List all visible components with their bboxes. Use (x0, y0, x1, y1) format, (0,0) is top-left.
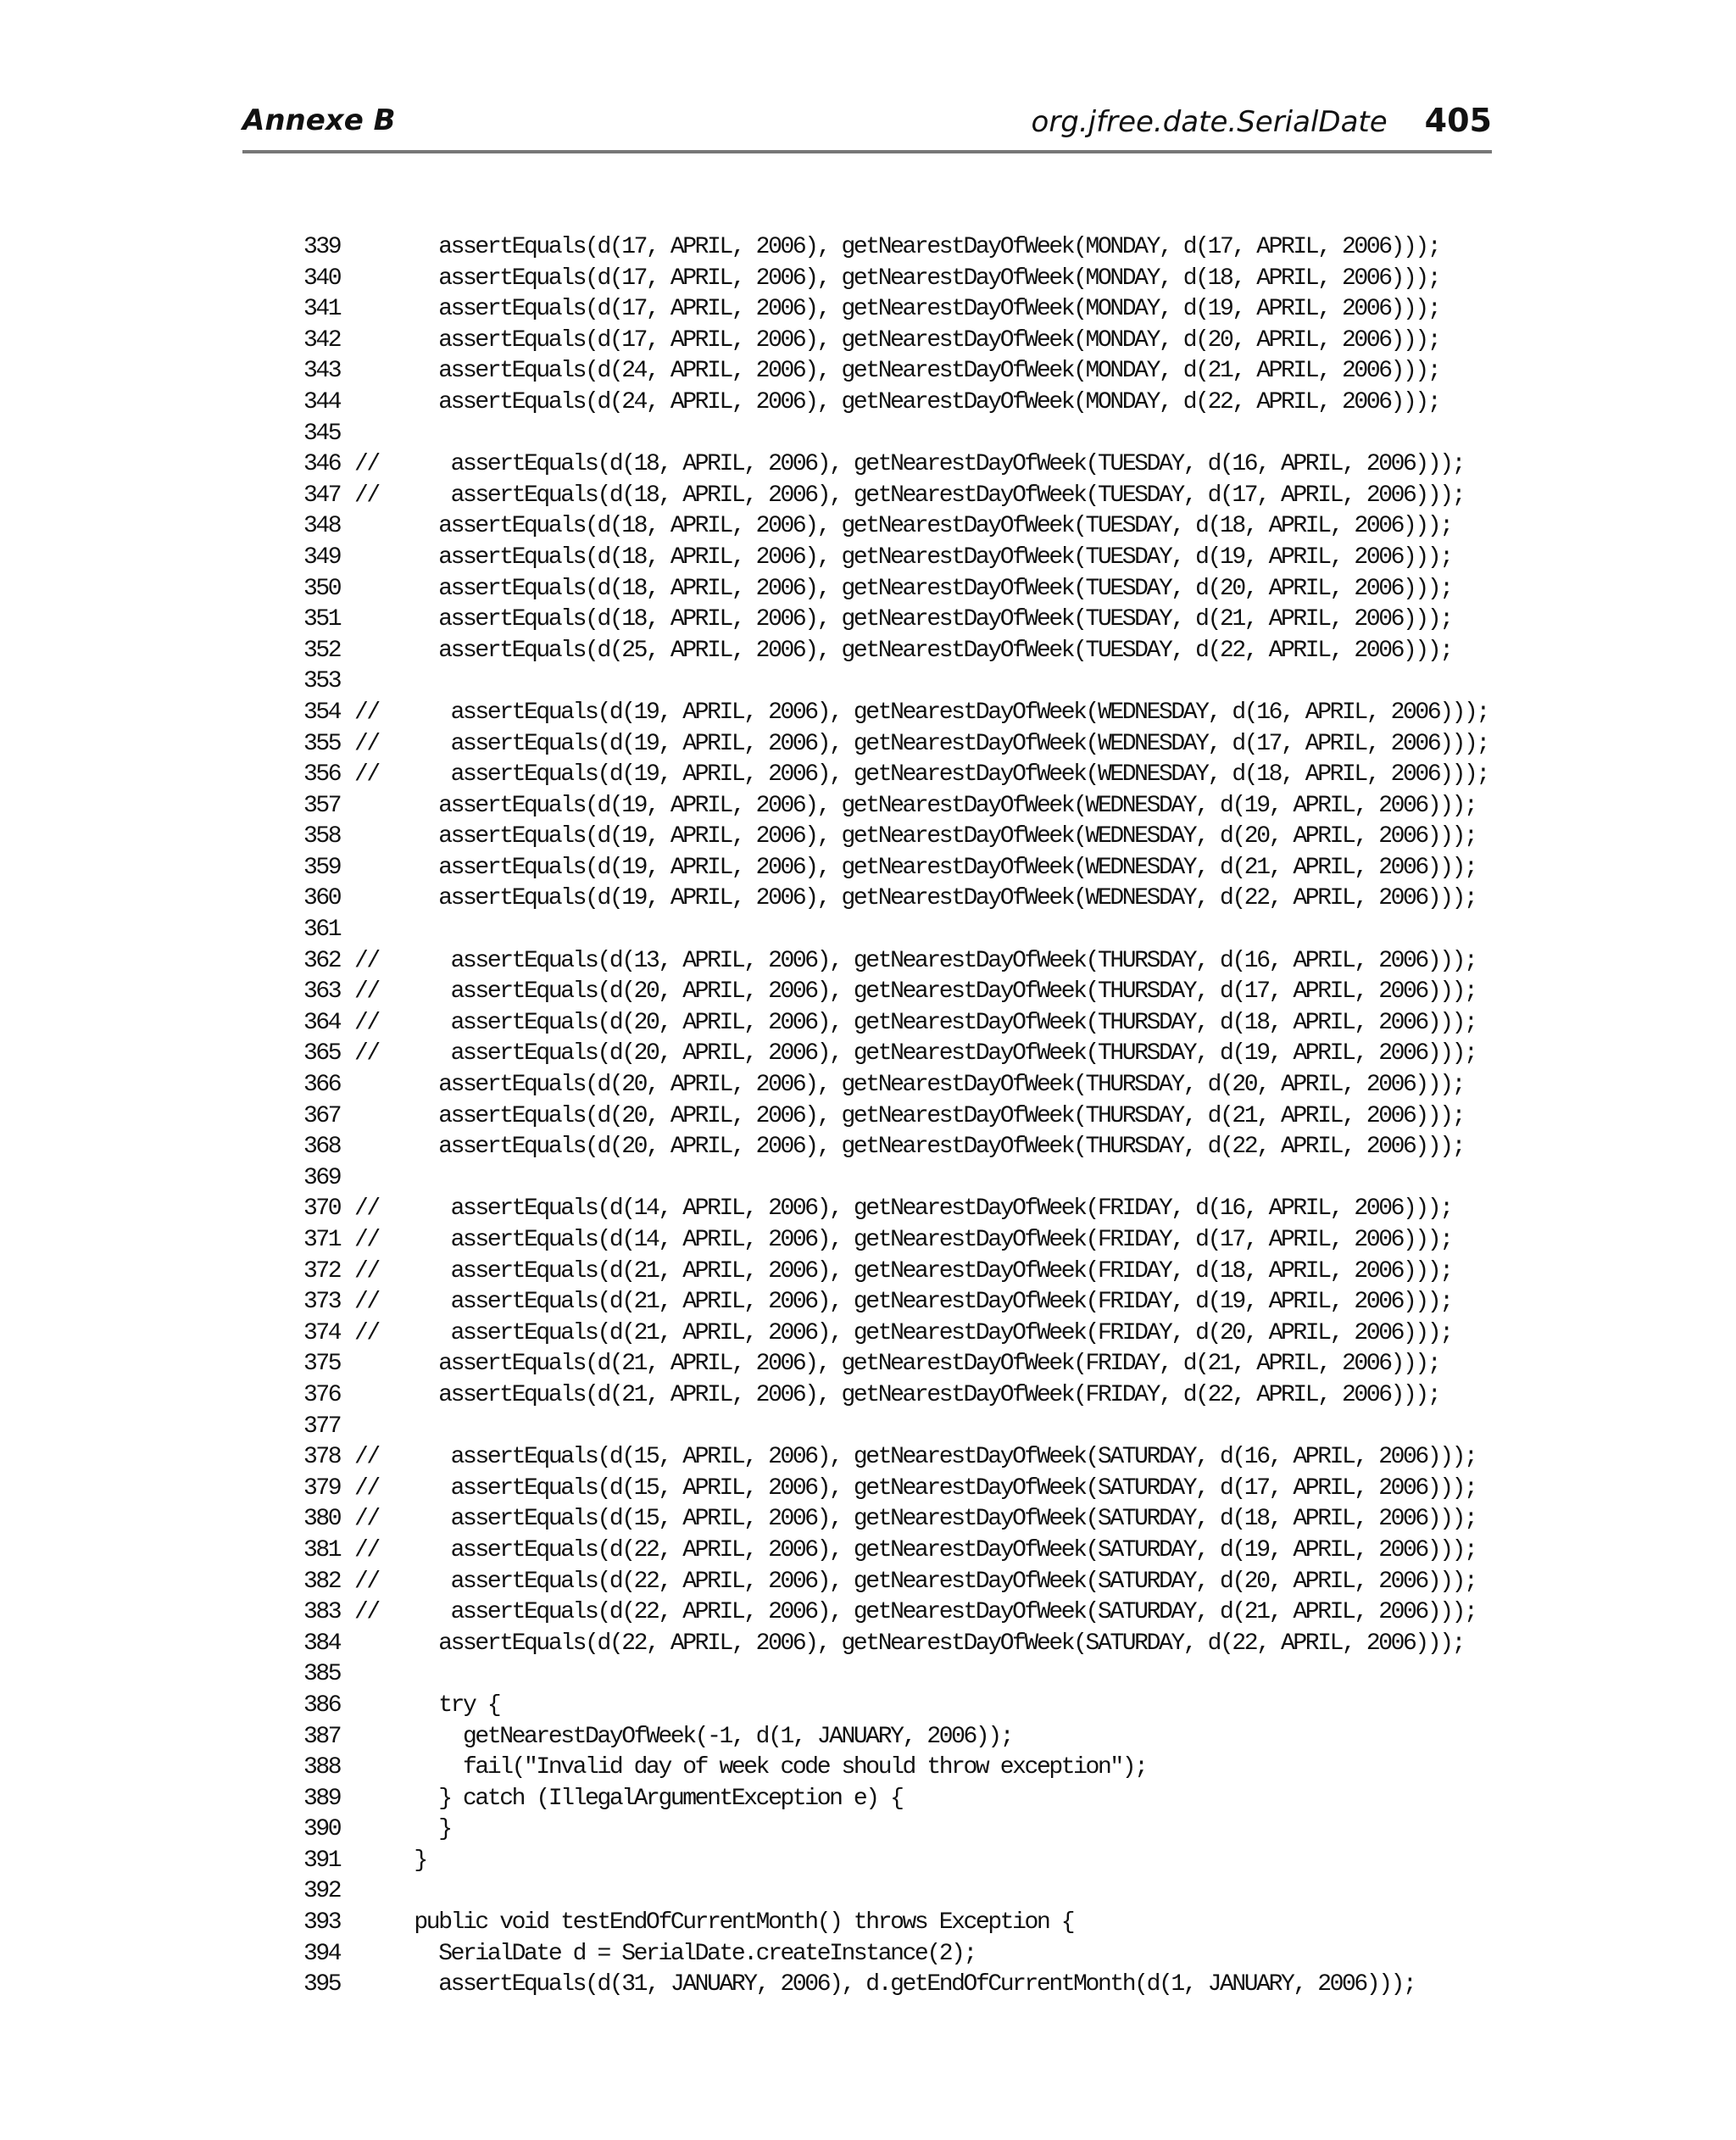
line-number: 372 (303, 1257, 341, 1285)
code-text: assertEquals(d(19, APRIL, 2006), getNearestDayOfWeek(WEDNESDAY, d(16, APRIL, 2006))); (402, 699, 1488, 726)
code-text: try { (402, 1691, 500, 1719)
code-line (303, 1070, 1488, 1101)
comment-marker: // (354, 1536, 379, 1563)
code-text: fail("Invalid day of week code should throw exception"); (402, 1754, 1147, 1781)
code-text: assertEquals(d(17, APRIL, 2006), getNearestDayOfWeek(MONDAY, d(19, APRIL, 2006))); (402, 296, 1440, 323)
line-number: 346 (303, 451, 341, 478)
code-line (303, 1442, 1488, 1474)
line-number: 385 (303, 1661, 341, 1688)
code-line (303, 1784, 1488, 1815)
line-number: 362 (303, 947, 341, 974)
code-line (303, 1039, 1488, 1070)
line-number: 352 (303, 637, 341, 664)
code-text: assertEquals(d(25, APRIL, 2006), getNearestDayOfWeek(TUESDAY, d(22, APRIL, 2006))); (402, 637, 1452, 664)
line-number: 348 (303, 513, 341, 540)
line-number: 360 (303, 885, 341, 912)
line-number: 374 (303, 1319, 341, 1346)
code-line (303, 822, 1488, 853)
line-number: 378 (303, 1444, 341, 1471)
code-text: assertEquals(d(20, APRIL, 2006), getNearestDayOfWeek(THURSDAY, d(18, APRIL, 2006))); (402, 1009, 1477, 1036)
code-line (303, 543, 1488, 574)
comment-marker: // (354, 1040, 379, 1067)
line-number: 364 (303, 1009, 341, 1036)
code-text: assertEquals(d(22, APRIL, 2006), getNearestDayOfWeek(SATURDAY, d(20, APRIL, 2006))); (402, 1568, 1477, 1595)
code-line (303, 1908, 1488, 1939)
line-number: 371 (303, 1227, 341, 1253)
code-line (303, 1257, 1488, 1288)
line-number: 350 (303, 575, 341, 602)
code-line (303, 232, 1488, 264)
code-text: } (402, 1847, 426, 1874)
code-line (303, 1287, 1488, 1318)
page-number: 405 (1424, 102, 1492, 139)
code-text: assertEquals(d(21, APRIL, 2006), getNearestDayOfWeek(FRIDAY, d(20, APRIL, 2006))); (402, 1319, 1452, 1346)
code-text: assertEquals(d(20, APRIL, 2006), getNearestDayOfWeek(THURSDAY, d(19, APRIL, 2006))); (402, 1040, 1477, 1067)
code-text: assertEquals(d(13, APRIL, 2006), getNearestDayOfWeek(THURSDAY, d(16, APRIL, 2006))); (402, 947, 1477, 974)
code-line (303, 1691, 1488, 1722)
code-text: assertEquals(d(17, APRIL, 2006), getNearestDayOfWeek(MONDAY, d(17, APRIL, 2006))); (402, 234, 1440, 260)
line-number: 375 (303, 1351, 341, 1378)
code-line (303, 1101, 1488, 1133)
code-line (303, 977, 1488, 1008)
code-line (303, 605, 1488, 636)
running-title-block (1032, 100, 1492, 142)
code-text: assertEquals(d(20, APRIL, 2006), getNearestDayOfWeek(THURSDAY, d(21, APRIL, 2006))); (402, 1102, 1465, 1129)
code-text: public void testEndOfCurrentMonth() throws Exception { (402, 1909, 1074, 1937)
code-line (303, 574, 1488, 605)
line-number: 368 (303, 1134, 341, 1161)
code-line (303, 729, 1488, 761)
code-text: assertEquals(d(18, APRIL, 2006), getNearestDayOfWeek(TUESDAY, d(16, APRIL, 2006))); (402, 451, 1465, 478)
line-number: 389 (303, 1785, 341, 1812)
code-line (303, 791, 1488, 822)
code-text: assertEquals(d(20, APRIL, 2006), getNearestDayOfWeek(THURSDAY, d(22, APRIL, 2006))); (402, 1134, 1465, 1161)
code-text: assertEquals(d(14, APRIL, 2006), getNearestDayOfWeek(FRIDAY, d(16, APRIL, 2006))); (402, 1195, 1452, 1223)
code-line (303, 1225, 1488, 1257)
code-line (303, 1814, 1488, 1846)
line-number: 379 (303, 1474, 341, 1502)
header-rule (242, 150, 1492, 153)
chapter-label: Annexe B (242, 103, 396, 137)
line-number: 363 (303, 978, 341, 1006)
code-text: assertEquals(d(15, APRIL, 2006), getNearestDayOfWeek(SATURDAY, d(18, APRIL, 2006))); (402, 1506, 1477, 1533)
code-line (303, 946, 1488, 978)
code-text: } catch (IllegalArgumentException e) { (402, 1785, 903, 1812)
code-line (303, 1629, 1488, 1660)
code-line (303, 1318, 1488, 1350)
code-text: assertEquals(d(17, APRIL, 2006), getNearestDayOfWeek(MONDAY, d(18, APRIL, 2006))); (402, 265, 1440, 292)
line-number: 382 (303, 1568, 341, 1595)
code-line (303, 326, 1488, 357)
code-text: assertEquals(d(18, APRIL, 2006), getNearestDayOfWeek(TUESDAY, d(21, APRIL, 2006))); (402, 606, 1452, 633)
code-line (303, 1597, 1488, 1629)
line-number: 366 (303, 1072, 341, 1099)
page-header (242, 100, 1492, 154)
code-text: assertEquals(d(14, APRIL, 2006), getNearestDayOfWeek(FRIDAY, d(17, APRIL, 2006))); (402, 1227, 1452, 1253)
code-line (303, 1008, 1488, 1039)
line-number: 358 (303, 823, 341, 850)
comment-marker: // (354, 1257, 379, 1285)
code-line (303, 853, 1488, 884)
code-text: assertEquals(d(20, APRIL, 2006), getNearestDayOfWeek(THURSDAY, d(20, APRIL, 2006))); (402, 1072, 1465, 1099)
line-number: 344 (303, 388, 341, 415)
code-line (303, 419, 1488, 450)
code-line (303, 760, 1488, 791)
code-line (303, 1753, 1488, 1784)
line-number: 380 (303, 1506, 341, 1533)
comment-marker: // (354, 1599, 379, 1626)
code-text: assertEquals(d(22, APRIL, 2006), getNearestDayOfWeek(SATURDAY, d(19, APRIL, 2006))); (402, 1536, 1477, 1563)
code-line (303, 1163, 1488, 1195)
code-text: } (402, 1816, 451, 1843)
code-line (303, 1132, 1488, 1163)
line-number: 377 (303, 1413, 341, 1440)
line-number: 356 (303, 761, 341, 789)
comment-marker: // (354, 1227, 379, 1253)
code-text: assertEquals(d(18, APRIL, 2006), getNearestDayOfWeek(TUESDAY, d(17, APRIL, 2006))); (402, 482, 1465, 509)
line-number: 357 (303, 792, 341, 819)
code-listing (303, 232, 1488, 2001)
line-number: 395 (303, 1971, 341, 1998)
comment-marker: // (354, 1568, 379, 1595)
line-number: 383 (303, 1599, 341, 1626)
comment-marker: // (354, 1474, 379, 1502)
code-text: assertEquals(d(21, APRIL, 2006), getNearestDayOfWeek(FRIDAY, d(19, APRIL, 2006))); (402, 1289, 1452, 1316)
code-text: getNearestDayOfWeek(-1, d(1, JANUARY, 2006)); (402, 1723, 1013, 1750)
code-line (303, 1194, 1488, 1225)
code-line (303, 1939, 1488, 1970)
line-number: 376 (303, 1381, 341, 1408)
line-number: 353 (303, 668, 341, 695)
code-text: assertEquals(d(18, APRIL, 2006), getNearestDayOfWeek(TUESDAY, d(18, APRIL, 2006))); (402, 513, 1452, 540)
comment-marker: // (354, 1289, 379, 1316)
line-number: 343 (303, 358, 341, 385)
code-line (303, 264, 1488, 295)
line-number: 340 (303, 265, 341, 292)
line-number: 354 (303, 699, 341, 726)
line-number: 384 (303, 1630, 341, 1657)
comment-marker: // (354, 730, 379, 757)
line-number: 392 (303, 1878, 341, 1905)
comment-marker: // (354, 761, 379, 789)
line-number: 351 (303, 606, 341, 633)
line-number: 388 (303, 1754, 341, 1781)
comment-marker: // (354, 699, 379, 726)
code-text: assertEquals(d(15, APRIL, 2006), getNearestDayOfWeek(SATURDAY, d(16, APRIL, 2006))); (402, 1444, 1477, 1471)
code-text: assertEquals(d(19, APRIL, 2006), getNearestDayOfWeek(WEDNESDAY, d(17, APRIL, 2006))); (402, 730, 1488, 757)
line-number: 339 (303, 234, 341, 260)
code-line (303, 387, 1488, 419)
comment-marker: // (354, 482, 379, 509)
code-line (303, 356, 1488, 387)
code-text: assertEquals(d(17, APRIL, 2006), getNearestDayOfWeek(MONDAY, d(20, APRIL, 2006))); (402, 326, 1440, 354)
line-number: 345 (303, 420, 341, 447)
code-line (303, 481, 1488, 512)
code-text: assertEquals(d(15, APRIL, 2006), getNearestDayOfWeek(SATURDAY, d(17, APRIL, 2006))); (402, 1474, 1477, 1502)
code-line (303, 1535, 1488, 1567)
code-text: assertEquals(d(21, APRIL, 2006), getNearestDayOfWeek(FRIDAY, d(22, APRIL, 2006))); (402, 1381, 1440, 1408)
code-text: SerialDate d = SerialDate.createInstance(2); (402, 1940, 976, 1967)
line-number: 381 (303, 1536, 341, 1563)
comment-marker: // (354, 1506, 379, 1533)
code-line (303, 1970, 1488, 2001)
line-number: 390 (303, 1816, 341, 1843)
code-text: assertEquals(d(21, APRIL, 2006), getNearestDayOfWeek(FRIDAY, d(21, APRIL, 2006))); (402, 1351, 1440, 1378)
code-text: assertEquals(d(19, APRIL, 2006), getNearestDayOfWeek(WEDNESDAY, d(18, APRIL, 2006))); (402, 761, 1488, 789)
comment-marker: // (354, 978, 379, 1006)
code-line (303, 1876, 1488, 1908)
code-line (303, 1380, 1488, 1412)
code-text: assertEquals(d(20, APRIL, 2006), getNearestDayOfWeek(THURSDAY, d(17, APRIL, 2006))); (402, 978, 1477, 1006)
code-line (303, 666, 1488, 698)
code-text: assertEquals(d(24, APRIL, 2006), getNearestDayOfWeek(MONDAY, d(21, APRIL, 2006))); (402, 358, 1440, 385)
line-number: 367 (303, 1102, 341, 1129)
line-number: 359 (303, 854, 341, 881)
line-number: 341 (303, 296, 341, 323)
line-number: 347 (303, 482, 341, 509)
line-number: 365 (303, 1040, 341, 1067)
code-text: assertEquals(d(22, APRIL, 2006), getNearestDayOfWeek(SATURDAY, d(21, APRIL, 2006))); (402, 1599, 1477, 1626)
line-number: 387 (303, 1723, 341, 1750)
code-line (303, 636, 1488, 667)
code-line (303, 449, 1488, 481)
line-number: 394 (303, 1940, 341, 1967)
code-text: assertEquals(d(19, APRIL, 2006), getNearestDayOfWeek(WEDNESDAY, d(20, APRIL, 2006))); (402, 823, 1477, 850)
code-line (303, 294, 1488, 326)
line-number: 355 (303, 730, 341, 757)
code-text: assertEquals(d(22, APRIL, 2006), getNearestDayOfWeek(SATURDAY, d(22, APRIL, 2006))); (402, 1630, 1465, 1657)
line-number: 369 (303, 1164, 341, 1191)
code-line (303, 1846, 1488, 1877)
code-text: assertEquals(d(19, APRIL, 2006), getNearestDayOfWeek(WEDNESDAY, d(21, APRIL, 2006))); (402, 854, 1477, 881)
code-line (303, 1567, 1488, 1598)
code-text: assertEquals(d(18, APRIL, 2006), getNearestDayOfWeek(TUESDAY, d(20, APRIL, 2006))); (402, 575, 1452, 602)
line-number: 373 (303, 1289, 341, 1316)
line-number: 361 (303, 917, 341, 944)
comment-marker: // (354, 1319, 379, 1346)
code-text: assertEquals(d(19, APRIL, 2006), getNearestDayOfWeek(WEDNESDAY, d(19, APRIL, 2006))); (402, 792, 1477, 819)
code-text: assertEquals(d(18, APRIL, 2006), getNearestDayOfWeek(TUESDAY, d(19, APRIL, 2006))); (402, 543, 1452, 571)
comment-marker: // (354, 451, 379, 478)
line-number: 391 (303, 1847, 341, 1874)
code-line (303, 1412, 1488, 1443)
comment-marker: // (354, 1195, 379, 1223)
code-line (303, 1504, 1488, 1535)
code-text: assertEquals(d(21, APRIL, 2006), getNearestDayOfWeek(FRIDAY, d(18, APRIL, 2006))); (402, 1257, 1452, 1285)
code-line (303, 1474, 1488, 1505)
code-text: assertEquals(d(24, APRIL, 2006), getNearestDayOfWeek(MONDAY, d(22, APRIL, 2006))); (402, 388, 1440, 415)
line-number: 342 (303, 326, 341, 354)
line-number: 393 (303, 1909, 341, 1937)
comment-marker: // (354, 947, 379, 974)
comment-marker: // (354, 1009, 379, 1036)
code-line (303, 1349, 1488, 1380)
code-text: assertEquals(d(19, APRIL, 2006), getNearestDayOfWeek(WEDNESDAY, d(22, APRIL, 2006))); (402, 885, 1477, 912)
running-title: org.jfree.date.SerialDate (1031, 105, 1388, 139)
code-line (303, 511, 1488, 543)
code-line (303, 1659, 1488, 1691)
code-line (303, 698, 1488, 729)
code-line (303, 883, 1488, 915)
line-number: 370 (303, 1195, 341, 1223)
code-line (303, 1722, 1488, 1753)
code-text: assertEquals(d(31, JANUARY, 2006), d.getEndOfCurrentMonth(d(1, JANUARY, 2006))); (402, 1971, 1416, 1998)
line-number: 349 (303, 543, 341, 571)
comment-marker: // (354, 1444, 379, 1471)
line-number: 386 (303, 1691, 341, 1719)
code-line (303, 915, 1488, 946)
